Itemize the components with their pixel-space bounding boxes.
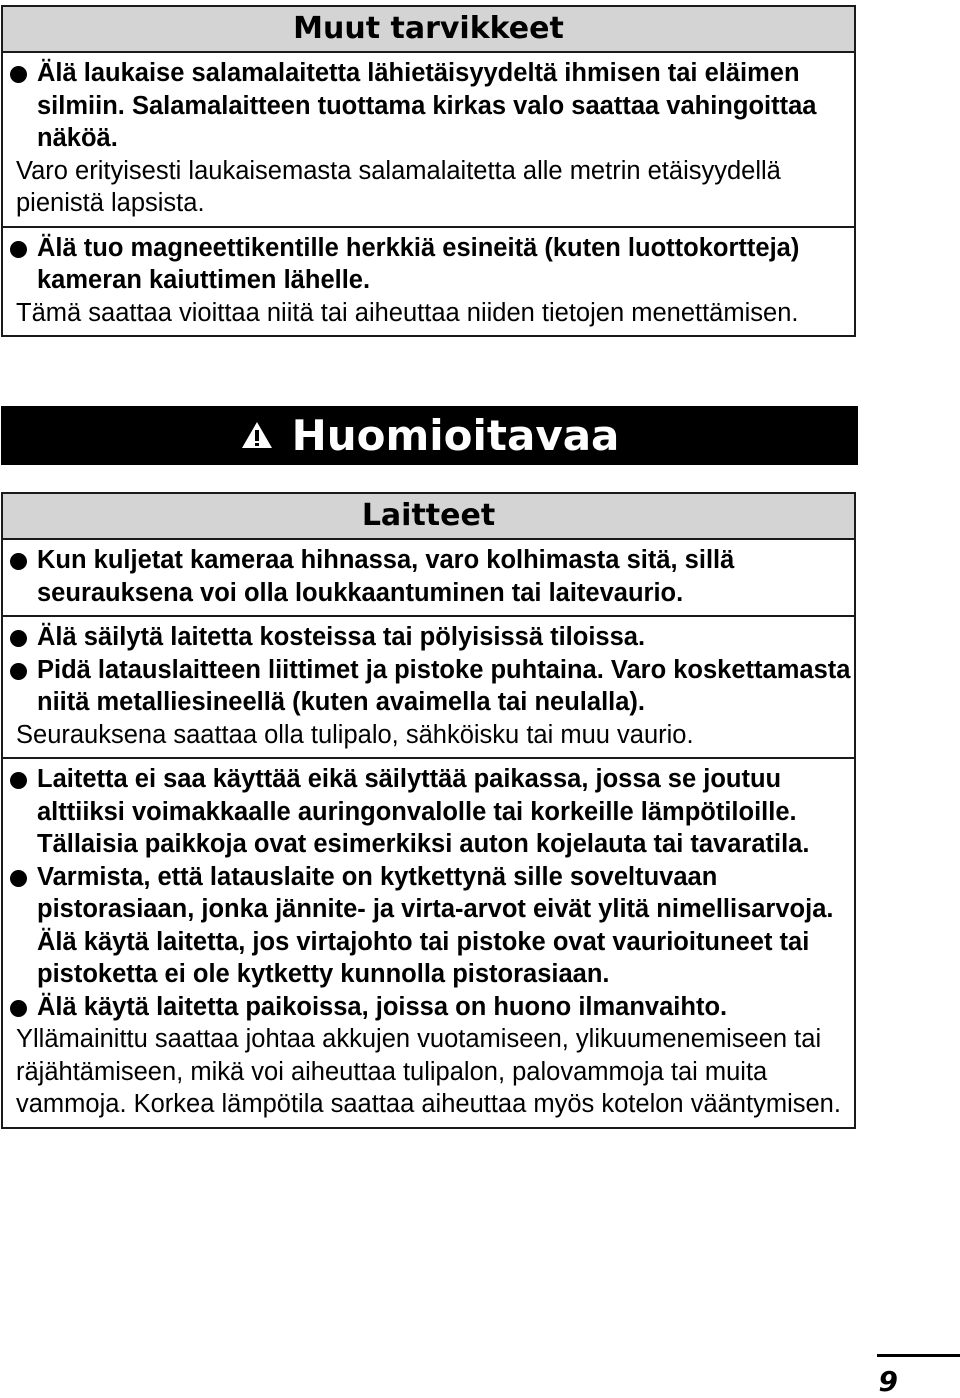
magnetic-warning-section [3,228,854,336]
caution-banner [1,406,858,465]
bullet-item: Laitetta ei saa käyttää eikä säilyttää paikassa, jossa se joutuu alttiiksi voimakkaalle auringonvalolle tai korkeille lämpötiloille. Tällaisia paikkoja ovat esimerkiksi auton kojelauta tai tavaratila. [3,763,854,861]
bullet-item: Varmista, että latauslaite on kytkettynä sille soveltuvaan pistorasiaan, jonka jännite- ja virta-arvot eivät ylitä nimellisarvoja. Älä käytä laitetta, jos virtajohto tai pistoke ovat vaurioituneet tai pistoketta ei ole kytketty kunnolla pistorasiaan. [3,861,854,991]
equipment-heading: Laitteet [3,494,854,540]
bullet-item: Pidä latauslaitteen liittimet ja pistoke puhtaina. Varo koskettamasta niitä metalliesineellä (kuten avaimella tai neulalla). [3,654,854,719]
strap-warning-section [3,540,854,617]
other-accessories-heading: Muut tarvikkeet [3,7,854,53]
page-number-rule [877,1354,960,1357]
storage-warning-section [3,617,854,759]
bullet-item: Älä säilytä laitetta kosteissa tai pölyisissä tiloissa. [3,621,854,654]
equipment-box [1,492,856,1129]
bullet-item: Älä tuo magneettikentille herkkiä esineitä (kuten luottokortteja) kameran kaiuttimen lähelle. [3,232,854,297]
bullet-item: Älä laukaise salamalaitetta lähietäisyydeltä ihmisen tai eläimen silmiin. Salamalaitteen tuottama kirkas valo saattaa vahingoittaa näköä. [3,57,854,155]
note-text: Seurauksena saattaa olla tulipalo, sähköisku tai muu vaurio. [16,720,694,749]
caution-banner-title: Huomioitavaa [291,411,620,460]
flash-warning-section [3,53,854,228]
note-text: Tämä saattaa vioittaa niitä tai aiheuttaa niiden tietojen menettämisen. [16,298,799,327]
other-accessories-box [1,5,856,337]
page-number: 9 [878,1365,898,1398]
note-text: Varo erityisesti laukaisemasta salamalaitetta alle metrin etäisyydellä pienistä lapsista. [16,156,781,217]
bullet-item: Älä käytä laitetta paikoissa, joissa on huono ilmanvaihto. [3,991,854,1024]
bullet-item: Kun kuljetat kameraa hihnassa, varo kolhimasta sitä, sillä seurauksena voi olla loukkaantuminen tai laitevaurio. [3,544,854,609]
heat-warning-section [3,759,854,1127]
warning-triangle-icon [240,411,292,460]
note-text: Yllämainittu saattaa johtaa akkujen vuotamiseen, ylikuumenemiseen tai räjähtämiseen, mikä voi aiheuttaa tulipalon, palovammoja tai muita vammoja. Korkea lämpötila saattaa aiheuttaa myös kotelon vääntymisen. [16,1025,841,1118]
